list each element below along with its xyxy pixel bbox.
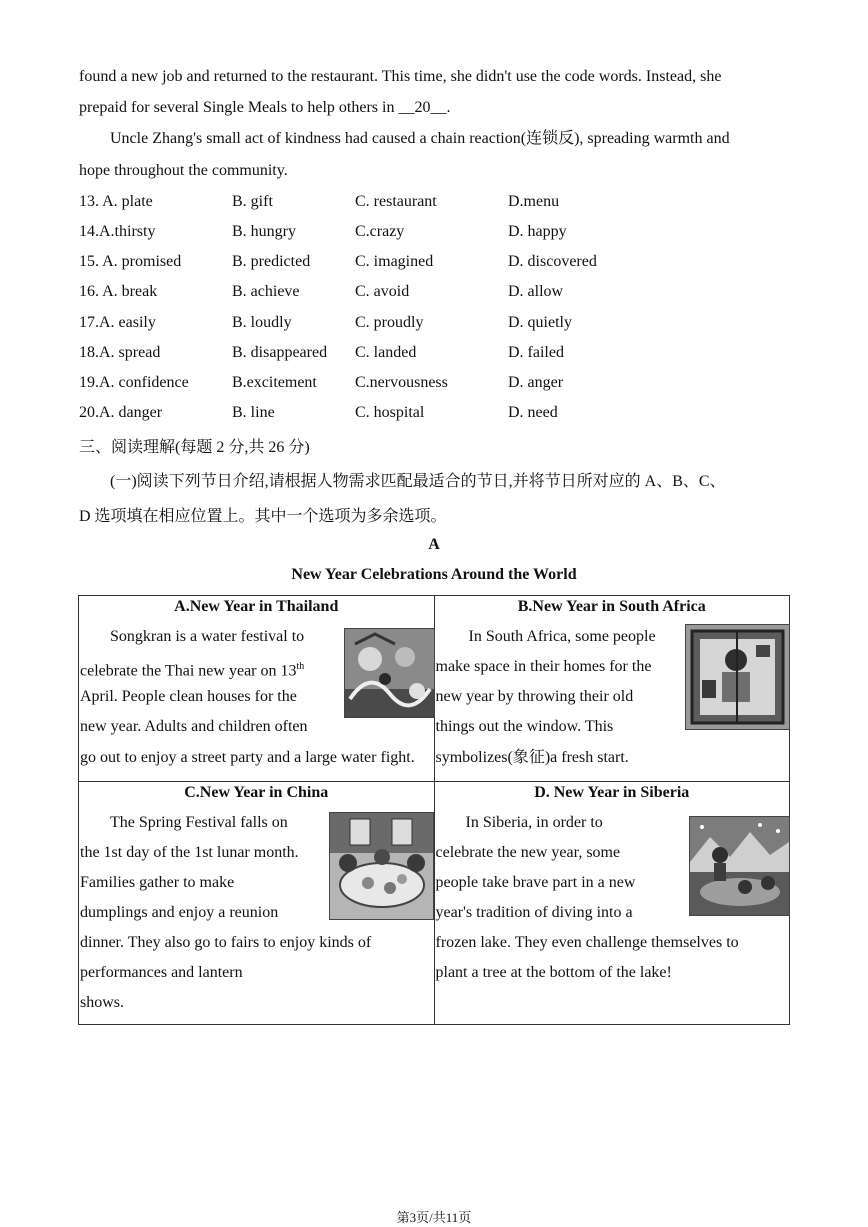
option-b: B. achieve bbox=[232, 283, 300, 300]
option-c: C. landed bbox=[355, 344, 417, 361]
option-c: C. hospital bbox=[355, 404, 425, 421]
festival-text-line: performances and lantern bbox=[80, 964, 243, 981]
festival-text-line: go out to enjoy a street party and a large water fight. bbox=[80, 749, 415, 766]
festival-text-line: dumplings and enjoy a reunion bbox=[80, 904, 279, 921]
option-a: 16. A. break bbox=[79, 283, 158, 300]
festival-text-line: things out the window. This bbox=[435, 718, 614, 735]
option-b: B. gift bbox=[232, 193, 273, 210]
option-b: B.excitement bbox=[232, 374, 317, 391]
festival-title: B.New Year in South Africa bbox=[517, 598, 706, 615]
option-b: B. loudly bbox=[232, 314, 292, 331]
festival-text-line: the 1st day of the 1st lunar month. bbox=[80, 844, 299, 861]
festival-title: A.New Year in Thailand bbox=[174, 598, 339, 615]
festival-cell-south-africa bbox=[434, 596, 790, 782]
festival-text-line: make space in their homes for the bbox=[435, 658, 652, 675]
option-d: D. allow bbox=[508, 283, 564, 300]
option-b: B. line bbox=[232, 404, 275, 421]
option-c: C. restaurant bbox=[355, 193, 437, 210]
option-b: B. disappeared bbox=[232, 344, 328, 361]
festival-text-line: In Siberia, in order to bbox=[465, 814, 603, 831]
reading-title: New Year Celebrations Around the World bbox=[291, 566, 577, 583]
part-label: A bbox=[428, 536, 440, 553]
festival-text-line: frozen lake. They even challenge themselves to bbox=[435, 934, 739, 951]
option-a: 17.A. easily bbox=[79, 314, 156, 331]
festival-text-line: The Spring Festival falls on bbox=[110, 814, 288, 831]
option-a: 20.A. danger bbox=[79, 404, 163, 421]
option-b: B. hungry bbox=[232, 223, 296, 240]
festival-text-line: dinner. They also go to fairs to enjoy kinds of bbox=[80, 934, 372, 951]
festival-title: C.New Year in China bbox=[184, 784, 329, 801]
option-d: D. anger bbox=[508, 374, 564, 391]
section-instruction-2: D 选项填在相应位置上。其中一个选项为多余选项。 bbox=[79, 508, 447, 525]
south-africa-window-illustration bbox=[685, 624, 790, 730]
option-a: 14.A.thirsty bbox=[79, 223, 156, 240]
festival-text-line: year's tradition of diving into a bbox=[435, 904, 633, 921]
passage-line-4: hope throughout the community. bbox=[79, 162, 288, 179]
section-instruction-1: (一)阅读下列节日介绍,请根据人物需求匹配最适合的节日,并将节日所对应的 A、B、C、 bbox=[110, 473, 726, 490]
festival-title: D. New Year in Siberia bbox=[534, 784, 690, 801]
festival-text-line: April. People clean houses for the bbox=[80, 688, 297, 705]
option-a: 19.A. confidence bbox=[79, 374, 189, 391]
option-d: D. need bbox=[508, 404, 558, 421]
option-d: D. discovered bbox=[508, 253, 597, 270]
festival-text-line: plant a tree at the bottom of the lake! bbox=[435, 964, 672, 981]
festival-cell-thailand bbox=[79, 596, 435, 782]
festival-text-line: symbolizes(象征)a fresh start. bbox=[435, 749, 629, 766]
ordinal-suffix: th bbox=[296, 661, 305, 672]
option-b: B. predicted bbox=[232, 253, 311, 270]
option-c: C. avoid bbox=[355, 283, 410, 300]
option-c: C.crazy bbox=[355, 223, 405, 240]
festival-text-line: Families gather to make bbox=[80, 874, 235, 891]
option-c: C. proudly bbox=[355, 314, 424, 331]
option-d: D. quietly bbox=[508, 314, 572, 331]
page-number: 第3页/共11页 bbox=[396, 1210, 472, 1225]
festival-text-line: new year by throwing their old bbox=[435, 688, 634, 705]
section-heading: 三、阅读理解(每题 2 分,共 26 分) bbox=[79, 439, 310, 456]
festival-text-line: shows. bbox=[80, 994, 125, 1011]
china-reunion-dinner-illustration bbox=[329, 812, 434, 920]
option-d: D. failed bbox=[508, 344, 564, 361]
option-d: D.menu bbox=[508, 193, 560, 210]
festival-text-line: In South Africa, some people bbox=[468, 628, 656, 645]
festival-table bbox=[78, 595, 790, 1025]
festival-text-line: new year. Adults and children often bbox=[80, 718, 308, 735]
festival-text-part: celebrate the Thai new year on 13 bbox=[80, 662, 297, 680]
festival-cell-siberia bbox=[434, 782, 790, 1025]
option-a: 18.A. spread bbox=[79, 344, 161, 361]
option-c: C. imagined bbox=[355, 253, 434, 270]
thailand-water-festival-illustration bbox=[344, 628, 435, 718]
festival-cell-china bbox=[79, 782, 435, 1025]
passage-line-3: Uncle Zhang's small act of kindness had caused a chain reaction(连锁反), spreading warmth and bbox=[110, 130, 730, 147]
festival-text-line: Songkran is a water festival to bbox=[110, 628, 305, 645]
festival-text-line: celebrate the new year, some bbox=[435, 844, 621, 861]
option-a: 13. A. plate bbox=[79, 193, 153, 210]
siberia-frozen-lake-illustration bbox=[689, 816, 790, 916]
passage-line-1: found a new job and returned to the restaurant. This time, she didn't use the code words. Instead, she bbox=[79, 68, 722, 85]
option-a: 15. A. promised bbox=[79, 253, 182, 270]
option-d: D. happy bbox=[508, 223, 567, 240]
festival-text-line: people take brave part in a new bbox=[435, 874, 636, 891]
passage-line-2: prepaid for several Single Meals to help others in __20__. bbox=[79, 99, 451, 116]
option-c: C.nervousness bbox=[355, 374, 448, 391]
